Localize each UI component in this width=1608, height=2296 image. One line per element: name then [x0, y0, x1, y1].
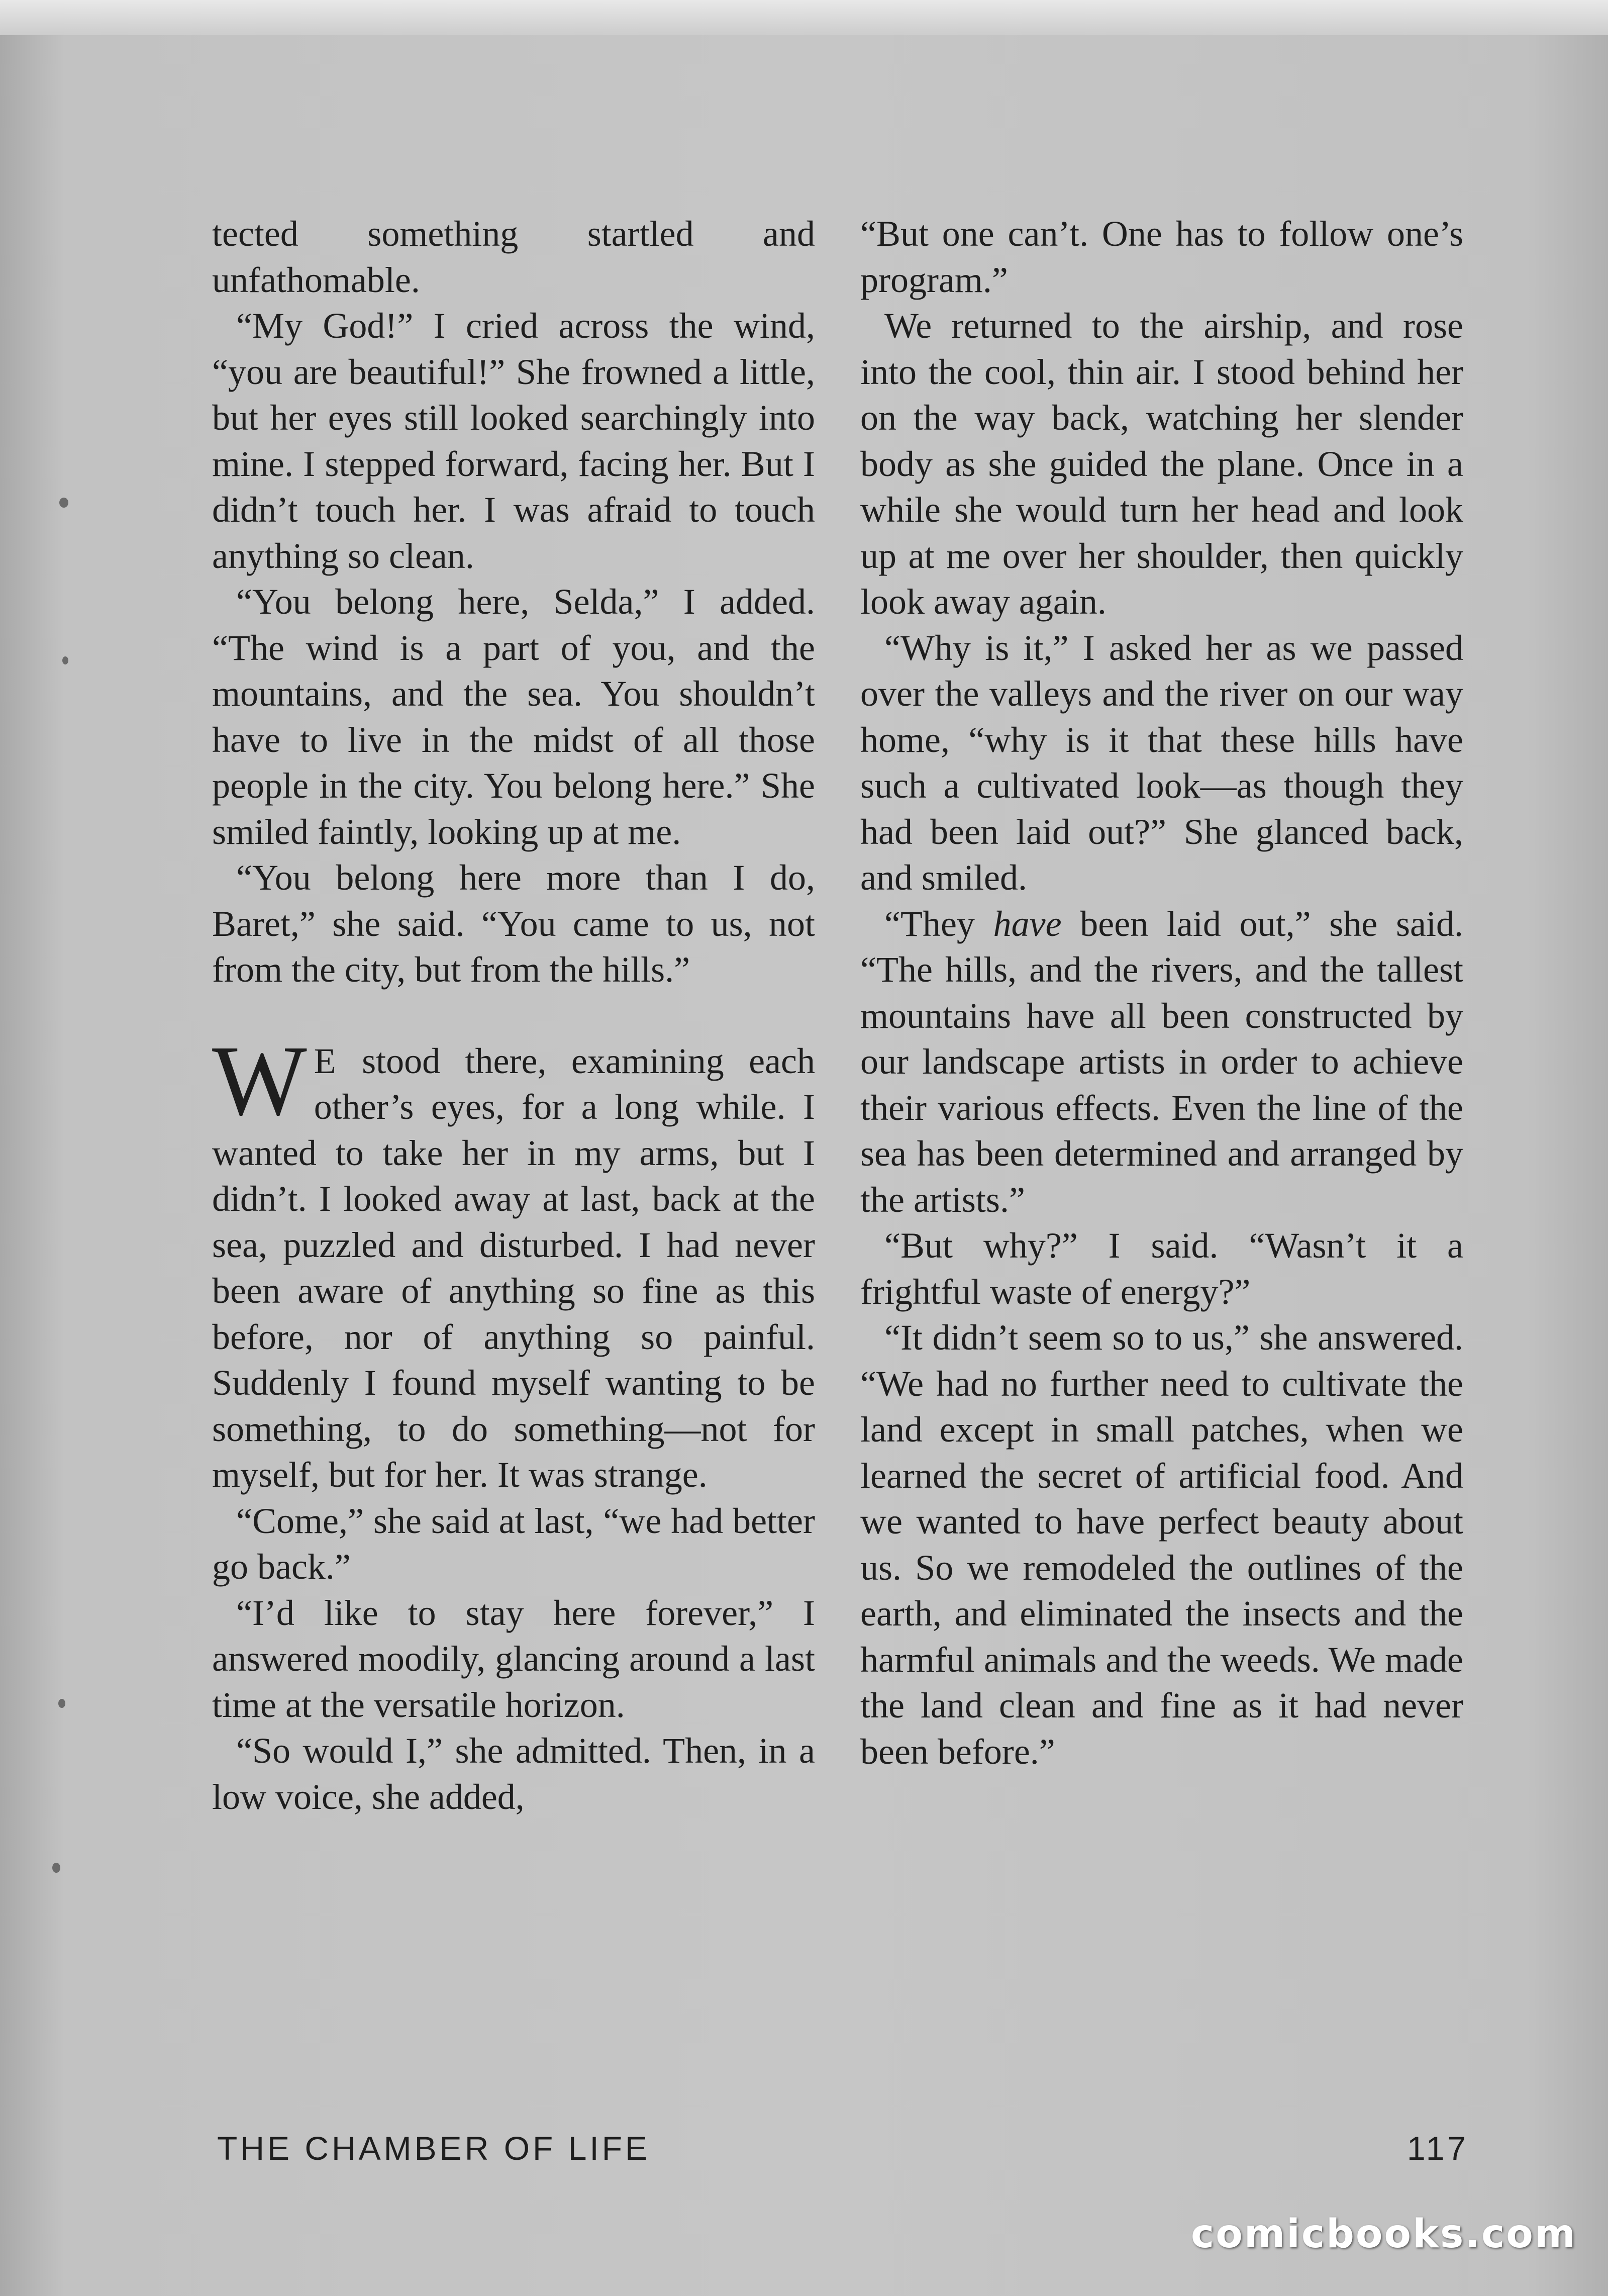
section-opening-paragraph — [212, 1025, 815, 1498]
paragraph — [860, 901, 1463, 1223]
paragraph: “But one can’t. One has to follow one’s program.” — [860, 214, 1463, 300]
paragraph-text: “They — [884, 903, 993, 944]
paragraph: We returned to the airship, and rose into the cool, thin air. I stood behind her on the way back, watching her slender body as she guided the plane. Once in a while she would turn her head and look up at me over her shoulder, then quickly look away again. — [860, 306, 1463, 622]
paragraph: “Why is it,” I asked her as we passed over the valleys and the river on our way home, “why is it that these hills have such a cultivated look—as though they had been laid out?” She glanced back, and smiled. — [860, 627, 1463, 898]
small-caps-text: E — [314, 1040, 337, 1081]
paragraph-text: stood there, examining each other’s eyes, for a long while. I wanted to take her in my arms, but I didn’t. I looked away at last, back at the sea, puzzled and disturbed. I had never been aware of anything so fine as this before, nor of anything so painful. Suddenly I found myself wanting to be something, to do something—not for myself, but for her. It was strange. — [212, 1040, 815, 1495]
drop-cap: W — [212, 1025, 307, 1136]
paragraph: “I’d like to stay here forever,” I answered moodily, glancing around a last time at the versatile horizon. — [212, 1592, 815, 1725]
paragraph: “So would I,” she admitted. Then, in a low voice, she added, — [212, 1731, 815, 1817]
paragraph: “It didn’t seem so to us,” she answered. “We had no further need to cultivate the land except in small patches, when we learned the secret of artificial food. And we wanted to have perfect beauty about us. So we remodeled the outlines of the earth, and eliminated the insects and the harmful animals and the weeds. We made the land clean and fine as it had never been before.” — [860, 1317, 1463, 1772]
paragraph: tected something startled and unfathomable. — [212, 214, 815, 300]
right-column — [860, 211, 1463, 1775]
emphasis-text: have — [993, 903, 1062, 944]
paragraph: “My God!” I cried across the wind, “you are beautiful!” She frowned a little, but her eyes still looked searchingly into mine. I stepped forward, facing her. But I didn’t touch her. I was afraid to touch anything so clean. — [212, 306, 815, 576]
paragraph: “You belong here more than I do, Baret,” she said. “You came to us, not from the city, but from the hills.” — [212, 857, 815, 990]
paragraph-text: been laid out,” she said. “The hills, and the rivers, and the tallest mountains have all been constructed by our landscape artists in order to achieve their various effects. Even the line of the sea has been determined and arranged by the artists.” — [860, 903, 1463, 1220]
paragraph: “You belong here, Selda,” I added. “The wind is a part of you, and the mountains, and the sea. You shouldn’t have to live in the midst of all those people in the city. You belong here.” She smiled faintly, looking up at me. — [212, 582, 815, 852]
watermark-logo: comicbooks.com — [1191, 2212, 1577, 2257]
page-number: 117 — [1407, 2130, 1469, 2167]
running-footer-title: THE CHAMBER OF LIFE — [217, 2130, 651, 2167]
paragraph: “But why?” I said. “Wasn’t it a frightful waste of energy?” — [860, 1225, 1463, 1312]
paragraph: “Come,” she said at last, “we had better go back.” — [212, 1500, 815, 1587]
left-column — [212, 211, 815, 1820]
